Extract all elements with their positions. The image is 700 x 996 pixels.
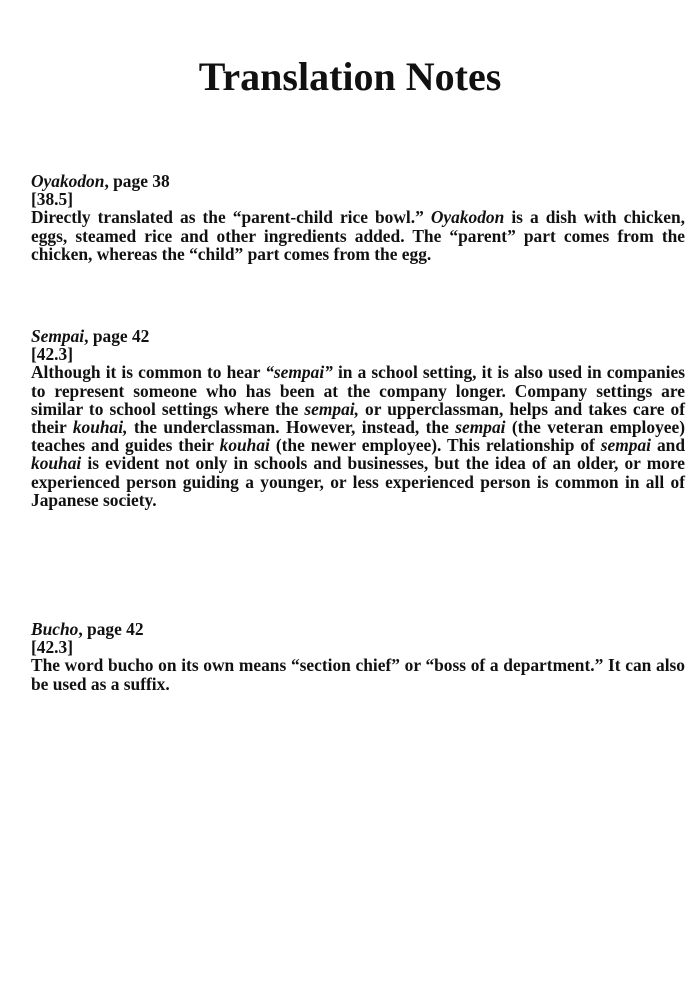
note-heading <box>31 327 685 345</box>
text-segment: the underclassman. However, instead, the <box>127 417 456 438</box>
note-page: , page 38 <box>104 171 170 191</box>
note-reference: [38.5] <box>31 189 74 210</box>
text-segment: Directly translated as the “parent-child rice bowl.” <box>31 207 431 228</box>
note-heading <box>31 172 685 190</box>
note-reference: [42.3] <box>31 344 74 365</box>
text-segment: The word bucho on its own means “section chief” or “boss of a department.” It can also be used as a suffix. <box>31 655 685 694</box>
note-body <box>31 656 685 692</box>
note-term: Oyakodon <box>31 171 105 191</box>
italic-term: sempai, <box>304 398 359 419</box>
text-segment: Although it is common to hear <box>31 362 266 383</box>
italic-term: kouhai <box>31 453 82 474</box>
italic-term: Oyakodon <box>430 207 505 228</box>
note-body <box>31 363 685 509</box>
text-segment: (the veteran employee) teaches and guides their <box>31 417 686 456</box>
text-segment: is a dish with chicken, eggs, steamed rice and other ingredients added. The “parent” part comes from the chicken, whereas the “child” part comes from the egg. <box>31 207 685 264</box>
text-segment: or upperclassman, helps and takes care of their <box>31 398 686 438</box>
italic-term: sempai <box>455 417 506 438</box>
note-term: Sempai <box>31 326 85 346</box>
text-segment: (the newer employee). This relationship of <box>269 435 601 456</box>
note-sempai <box>31 327 685 509</box>
note-page: , page 42 <box>78 619 144 639</box>
text-segment: and <box>651 435 685 456</box>
text-segment: in a school setting, it is also used in companies to represent someone who has been at the company longer. Company settings are similar to school settings where the <box>31 362 685 419</box>
note-term: Bucho <box>31 619 79 639</box>
note-bucho <box>31 620 685 693</box>
note-heading <box>31 620 685 638</box>
note-page: , page 42 <box>84 326 150 346</box>
italic-term: kouhai, <box>72 417 128 438</box>
note-reference: [42.3] <box>31 637 74 658</box>
italic-term: sempai <box>600 435 652 456</box>
italic-term: kouhai <box>219 435 270 456</box>
page-title: Translation Notes <box>198 54 502 99</box>
text-segment: is evident not only in schools and businesses, but the idea of an older, or more experienced person guiding a younger, or less experienced person is common in all of Japanese society. <box>31 453 685 510</box>
italic-term: “sempai” <box>265 362 333 383</box>
note-oyakodon <box>31 172 685 263</box>
note-body <box>31 208 685 263</box>
